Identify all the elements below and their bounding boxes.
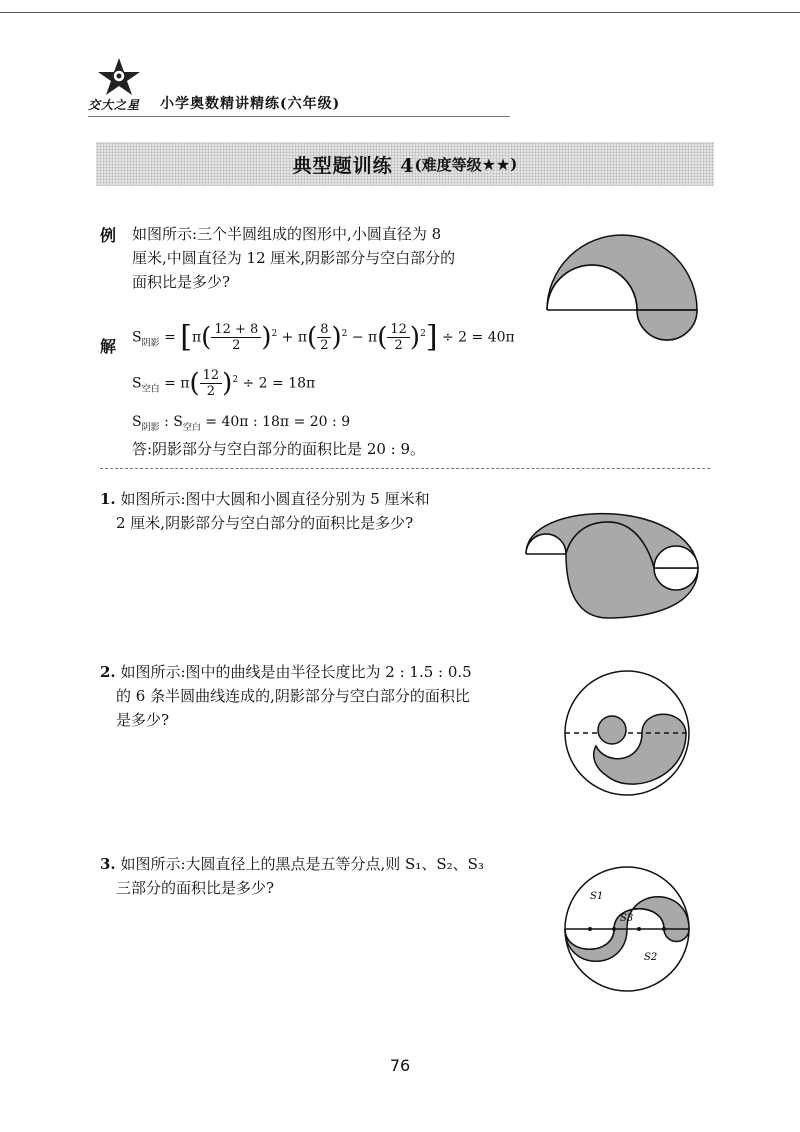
- example-label: 例: [100, 226, 117, 245]
- solution-line-3: $S_{阴影}$ : $S_{空白} = 40\pi$ : 18π = 20 : 9: [132, 414, 351, 433]
- label-s1: S1: [590, 891, 604, 902]
- solution-line-2: $S_{空白} = \pi$( $\frac{12}{2}$ )$^2$ ÷ 2 = 18π: [132, 368, 316, 399]
- star-logo-icon: [96, 56, 142, 96]
- section-banner: [96, 142, 714, 186]
- solution-line-1: $S_{阴影} = [\pi$( $\frac{12 + 8}{2}$ )$^2$ + π( $\frac{8}{2}$ )$^2$ − π( $\frac{12}{2}$ )$^2$] ÷ 2 = 40π: [132, 319, 515, 355]
- example-figure: [542, 224, 702, 344]
- label-s2: S2: [644, 952, 658, 963]
- example-line: 如图所示:三个半圆组成的图形中,小圆直径为 8: [132, 225, 442, 243]
- solution-label: 解: [100, 337, 117, 356]
- question-number: 1.: [100, 490, 116, 508]
- banner-subtitle-close: ): [510, 155, 518, 173]
- fraction: $\frac{12}{2}$: [200, 368, 223, 399]
- example-line: 厘米,中圆直径为 12 厘米,阴影部分与空白部分的: [132, 249, 456, 267]
- page-number: 76: [389, 1056, 411, 1075]
- solution-answer: 答:阴影部分与空白部分的面积比是 20 : 9。: [132, 440, 426, 458]
- difficulty-stars-icon: ★★: [481, 154, 511, 174]
- fraction: $\frac{8}{2}$: [317, 322, 331, 353]
- banner-title: 典型题训练 4: [292, 154, 415, 177]
- question-number: 3.: [100, 855, 116, 873]
- header-rule: [88, 116, 510, 117]
- example-line: 面积比是多少?: [132, 273, 231, 291]
- fraction: $\frac{12 + 8}{2}$: [211, 322, 261, 353]
- top-rule: [0, 12, 800, 13]
- label-s3: S3: [620, 913, 634, 924]
- question-1: 1. 如图所示:图中大圆和小圆直径分别为 5 厘米和 2 厘米,阴影部分与空白部分的面积比是多少?: [100, 490, 430, 532]
- question-2-figure: [562, 668, 692, 798]
- question-1-figure: [518, 492, 708, 622]
- example-text: [132, 222, 532, 294]
- question-2: 2. 如图所示:图中的曲线是由半径长度比为 2 : 1.5 : 0.5 的 6 条半圆曲线连成的,阴影部分与空白部分的面积比 是多少?: [100, 663, 472, 729]
- question-number: 2.: [100, 663, 116, 681]
- dashed-separator: [100, 468, 710, 469]
- banner-subtitle-open: (难度等级: [414, 155, 482, 174]
- question-3: 3. 如图所示:大圆直径上的黑点是五等分点,则 S₁、S₂、S₃ 三部分的面积比是多少?: [100, 855, 484, 897]
- series-title: 小学奥数精讲精练(六年级): [160, 96, 341, 112]
- logo-text: 交大之星: [88, 98, 141, 112]
- question-3-figure: [562, 864, 692, 994]
- fraction: $\frac{12}{2}$: [387, 322, 410, 353]
